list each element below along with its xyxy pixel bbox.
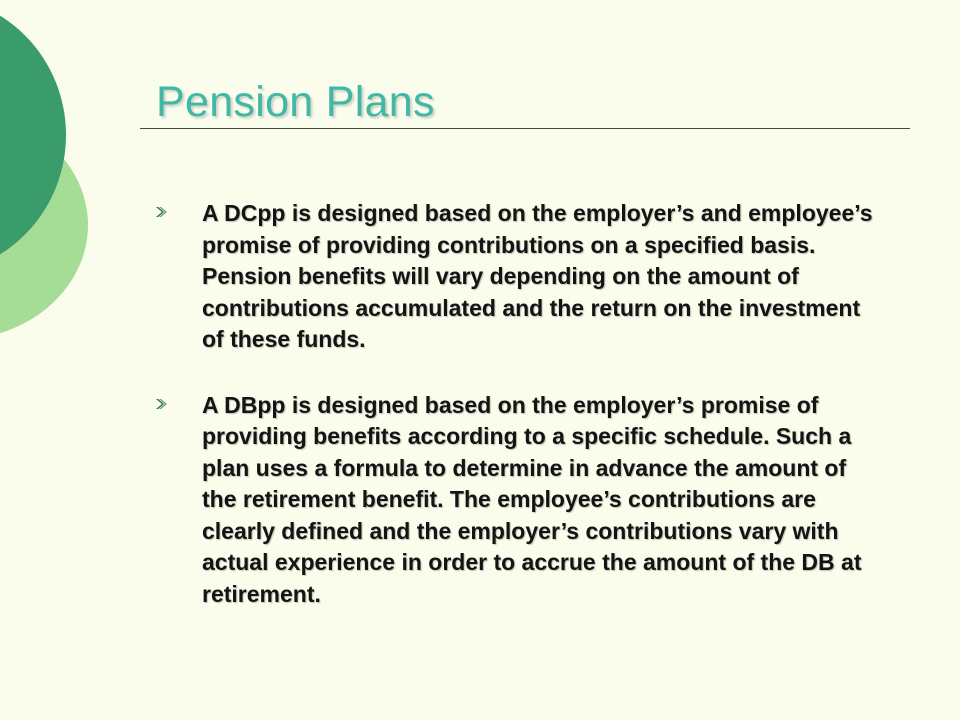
arrow-bullet-icon — [154, 394, 168, 414]
bullet-text: A DCpp is designed based on the employer’s and employee’s promise of providing contributions on a specified basis. Pension benefits will vary depending on the amount of contributions accumulated and the return on the investment of these funds. — [202, 200, 873, 352]
bullet-text: A DBpp is designed based on the employer’s promise of providing benefits according to a specific schedule. Such a plan uses a formula to determine in advance the amount of the retirement benefit. The employee’s contributions are clearly defined and the employer’s contributions vary with actual experience in order to accrue the amount of the DB at retirement. — [202, 391, 862, 607]
decorative-green-circles — [0, 0, 120, 360]
title-underline — [140, 128, 910, 129]
bullet-list — [154, 198, 874, 644]
bullet-item-dcpp — [154, 198, 874, 356]
slide-title: Pension Plans — [156, 78, 435, 126]
bullet-item-dbpp — [154, 390, 874, 611]
arrow-bullet-icon — [154, 202, 168, 222]
